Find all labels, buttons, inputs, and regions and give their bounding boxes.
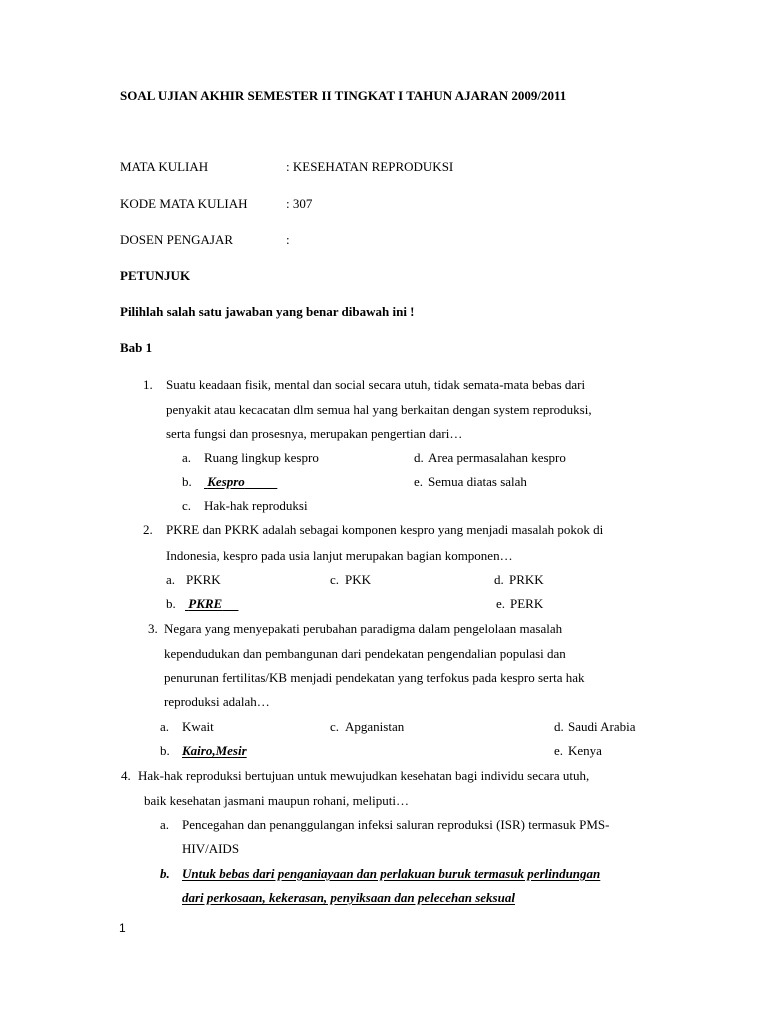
question-2-number: 2. <box>143 522 153 537</box>
question-2-option-d: PRKK <box>509 572 544 587</box>
option-letter: e. <box>496 596 506 611</box>
option-letter: c. <box>182 498 192 513</box>
question-1-number: 1. <box>143 377 153 392</box>
question-1-option-d: Area permasalahan kespro <box>428 450 566 465</box>
document-title: SOAL UJIAN AKHIR SEMESTER II TINGKAT I TAHUN AJARAN 2009/2011 <box>120 88 567 103</box>
question-2-option-b-answer: PKRE <box>188 596 223 611</box>
option-letter: a. <box>182 450 192 465</box>
option-letter: d. <box>554 719 564 734</box>
question-3-line: reproduksi adalah… <box>164 694 270 709</box>
option-letter: b. <box>160 866 170 881</box>
question-3-option-c: Apganistan <box>345 719 405 734</box>
question-1-option-b-answer: Kespro <box>207 474 245 489</box>
info-value-course-code: : 307 <box>286 196 313 211</box>
question-2-line: Indonesia, kespro pada usia lanjut merupakan bagian komponen… <box>166 548 513 563</box>
question-2-option-c: PKK <box>345 572 372 587</box>
option-letter: b. <box>160 743 170 758</box>
info-value-course: : KESEHATAN REPRODUKSI <box>286 159 454 174</box>
option-letter: d. <box>414 450 424 465</box>
question-1-line: penyakit atau kecacatan dlm semua hal yang berkaitan dengan system reproduksi, <box>166 402 592 417</box>
instruction-text: Pilihlah salah satu jawaban yang benar dibawah ini ! <box>120 304 415 319</box>
question-4-option-b-answer-line: dari perkosaan, kekerasan, penyiksaan dan pelecehan seksual <box>182 890 515 905</box>
option-letter: e. <box>554 743 564 758</box>
option-letter: b. <box>166 596 176 611</box>
question-3-option-e: Kenya <box>568 743 602 758</box>
question-1-option-a: Ruang lingkup kespro <box>204 450 319 465</box>
question-3-line: penurunan fertilitas/KB menjadi pendekatan yang terfokus pada kespro serta hak <box>164 670 585 685</box>
option-letter: a. <box>160 719 170 734</box>
question-3-line: Negara yang menyepakati perubahan paradigma dalam pengelolaan masalah <box>164 621 563 636</box>
page-number: 1 <box>119 921 126 935</box>
option-letter: b. <box>182 474 192 489</box>
question-3-line: kependudukan dan pembangunan dari pendekatan pengendalian populasi dan <box>164 646 566 661</box>
question-3-option-b-answer: Kairo,Mesir <box>182 743 247 758</box>
info-value-lecturer: : <box>286 232 290 247</box>
question-4-option-a-line: Pencegahan dan penanggulangan infeksi saluran reproduksi (ISR) termasuk PMS- <box>182 817 610 832</box>
petunjuk-heading: PETUNJUK <box>120 268 191 283</box>
question-4-option-a-line: HIV/AIDS <box>182 841 240 856</box>
option-letter: c. <box>330 719 340 734</box>
question-2-option-a: PKRK <box>186 572 221 587</box>
question-4-number: 4. <box>121 768 131 783</box>
option-letter: a. <box>160 817 170 832</box>
option-letter: d. <box>494 572 504 587</box>
question-1-line: Suatu keadaan fisik, mental dan social secara utuh, tidak semata-mata bebas dari <box>166 377 586 392</box>
info-label-lecturer: DOSEN PENGAJAR <box>120 232 234 247</box>
option-letter: e. <box>414 474 424 489</box>
question-1-option-e: Semua diatas salah <box>428 474 527 489</box>
info-label-course: MATA KULIAH <box>120 159 209 174</box>
question-1-line: serta fungsi dan prosesnya, merupakan pengertian dari… <box>166 426 463 441</box>
option-letter: c. <box>330 572 340 587</box>
question-4-line: baik kesehatan jasmani maupun rohani, meliputi… <box>144 793 409 808</box>
question-3-option-d: Saudi Arabia <box>568 719 636 734</box>
info-label-course-code: KODE MATA KULIAH <box>120 196 248 211</box>
option-letter: a. <box>166 572 176 587</box>
question-4-line: Hak-hak reproduksi bertujuan untuk mewujudkan kesehatan bagi individu secara utuh, <box>138 768 590 783</box>
question-4-option-b-answer-line: Untuk bebas dari penganiayaan dan perlakuan buruk termasuk perlindungan <box>182 866 601 881</box>
question-3-option-a: Kwait <box>182 719 214 734</box>
question-2-option-e: PERK <box>510 596 544 611</box>
question-3-number: 3. <box>148 621 158 636</box>
question-2-line: PKRE dan PKRK adalah sebagai komponen kespro yang menjadi masalah pokok di <box>166 522 604 537</box>
question-1-option-c: Hak-hak reproduksi <box>204 498 308 513</box>
chapter-heading: Bab 1 <box>120 340 153 355</box>
